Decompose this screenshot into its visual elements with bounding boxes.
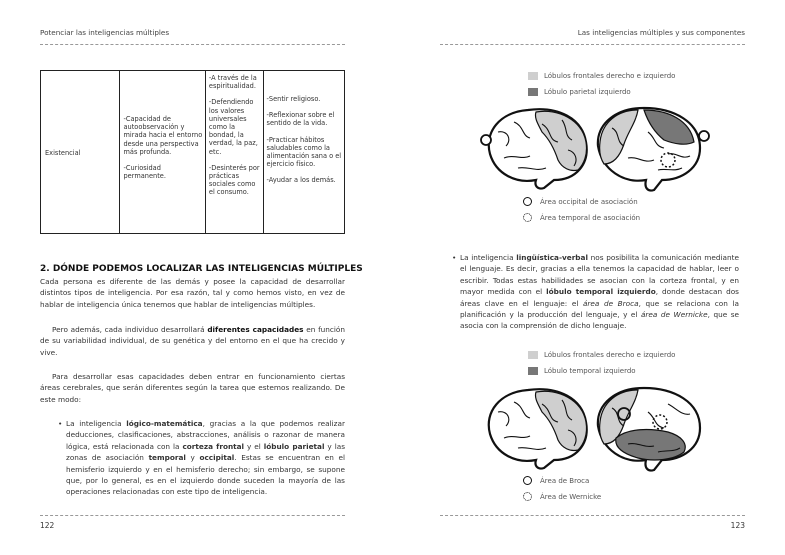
- legend-dark-region: [528, 88, 631, 96]
- dashed-circle-icon: [523, 213, 532, 222]
- page-number-left: 122: [40, 521, 55, 530]
- swatch-dark: [528, 367, 538, 375]
- table-item: -Capacidad de autoobservación y mirada hacia el entorno desde una perspectiva más profunda.: [123, 115, 203, 156]
- table-row-label: Existencial: [45, 149, 81, 157]
- left-page: [0, 0, 392, 555]
- table-item: -Sentir religioso.: [266, 95, 321, 103]
- running-head-left: Potenciar las inteligencias múltiples: [40, 28, 170, 37]
- legend-solid-circle: [523, 197, 638, 206]
- paragraph: Cada persona es diferente de las demás y posee la capacidad de desarrollar distintos tipos de inteligencia. Por esa razón, tal y como hemos visto, en vez de hablar de inteligencia única tenemos que hablar de inteligencias múltiples.: [40, 277, 345, 309]
- legend-dashed-circle: [523, 492, 601, 501]
- text-run: , que se relaciona con la planificación y la producción del lenguaje, y el: [460, 298, 739, 320]
- solid-circle-icon: [523, 476, 532, 485]
- italic-term: área de Wernicke: [640, 310, 708, 320]
- paragraph: [40, 324, 345, 358]
- text-run: y las zonas de asociación: [66, 441, 345, 463]
- brain-figure-linguistic: [478, 382, 713, 474]
- footer-rule: [40, 515, 345, 516]
- table-item: -Desinterés por prácticas sociales como el consumo.: [208, 163, 260, 197]
- header-rule: [440, 44, 745, 45]
- brain-right-view: [598, 388, 700, 471]
- italic-term: área de Broca: [582, 298, 639, 308]
- bold-term: lingüística-verbal: [516, 253, 588, 262]
- text-run: Pero además, cada individuo desarrollará: [52, 325, 208, 334]
- text-run: en función de su variabilidad individual, de su genética y del entorno en el que ha crecido y vive.: [40, 325, 346, 357]
- bold-term: lógico-matemática: [126, 419, 203, 428]
- table-item: -Practicar hábitos saludables como la alimentación sana o el ejercicio físico.: [266, 135, 342, 169]
- legend-label: Lóbulos frontales derecho e izquierdo: [544, 72, 676, 80]
- running-head-right: Las inteligencias múltiples y sus componentes: [577, 28, 745, 37]
- brain-left-view: [481, 109, 587, 188]
- bold-term: temporal: [148, 453, 186, 463]
- solid-circle-icon: [523, 197, 532, 206]
- bullet-logico-matematica: [58, 418, 345, 498]
- brain-right-view: [598, 108, 709, 191]
- swatch-light: [528, 351, 538, 359]
- table-cell-label: [41, 71, 120, 233]
- text-run: La inteligencia: [460, 253, 517, 262]
- bold-term: diferentes capacidades: [207, 325, 304, 334]
- table-cell-capacities: [120, 71, 205, 233]
- legend-label: Área temporal de asociación: [540, 213, 641, 222]
- legend-label: Lóbulos frontales derecho e izquierdo: [544, 351, 676, 359]
- swatch-light: [528, 72, 538, 80]
- footer-rule: [440, 515, 745, 516]
- table-cell-activities: [264, 71, 344, 233]
- legend-light-region: [528, 72, 675, 80]
- legend-label: Área occipital de asociación: [540, 197, 638, 206]
- bullet-dot: •: [452, 253, 457, 262]
- brain-left-view: [489, 389, 587, 468]
- legend-solid-circle: [523, 476, 589, 485]
- bold-term: lóbulo parietal: [263, 441, 325, 451]
- intelligence-table: [40, 70, 345, 234]
- brain-figure-logical: [478, 102, 713, 194]
- bullet-linguistica-verbal: [452, 252, 739, 332]
- table-item: -A través de la espiritualidad.: [208, 74, 257, 91]
- legend-light-region: [528, 351, 675, 359]
- paragraph: Para desarrollar esas capacidades deben entrar en funcionamiento ciertas áreas cerebrales, que serán diferentes según la tarea que estemos realizando. De este modo:: [40, 372, 345, 404]
- text-run: y: [185, 453, 200, 463]
- text-run: y el: [244, 441, 264, 451]
- bold-term: occipital: [199, 453, 235, 463]
- legend-dark-region: [528, 367, 636, 375]
- table-item: -Ayudar a los demás.: [266, 176, 336, 185]
- header-rule: [40, 44, 345, 45]
- text-run: La inteligencia: [66, 419, 127, 428]
- right-page: [393, 0, 785, 555]
- bullet-dot: •: [58, 419, 63, 428]
- bold-term: corteza frontal: [182, 441, 245, 451]
- text-run: , donde destacan dos áreas clave en el lenguaje: el: [460, 287, 739, 308]
- text-run: , gracias a la que podemos realizar deducciones, clasificaciones, abstracciones, análisis o razonar de manera lógica, está relacionada con la: [66, 419, 345, 451]
- legend-dashed-circle: [523, 213, 640, 222]
- legend-label: Lóbulo temporal izquierdo: [544, 367, 636, 375]
- legend-label: Área de Wernicke: [540, 492, 602, 501]
- text-run: nos posibilita la comunicación mediante el lenguaje. Es decir, gracias a ella tenemos la capacidad de hablar, leer o escribir. Todas estas habilidades se asocian con la corteza frontal, y en mayor medida con el: [460, 253, 739, 297]
- table-item: -Curiosidad permanente.: [123, 164, 166, 181]
- section-title: 2. DÓNDE PODEMOS LOCALIZAR LAS INTELIGENCIAS MÚLTIPLES: [40, 264, 363, 274]
- text-run: . Estas se encuentran en el hemisferio izquierdo y en el hemisferio derecho; sin embargo, se supone que, por lo general, es en el izquierdo donde suceden la mayoría de las operaciones relacionadas con este tipo de inteligencia.: [66, 453, 345, 497]
- bold-term: lóbulo temporal izquierdo: [546, 287, 656, 297]
- page-number-right: 123: [730, 521, 745, 530]
- legend-label: Lóbulo parietal izquierdo: [544, 88, 631, 96]
- text-run: , que se asocia con la comprensión de dicho lenguaje.: [460, 310, 739, 331]
- table-item: -Reflexionar sobre el sentido de la vida.: [266, 111, 335, 128]
- table-cell-expression: [206, 71, 264, 233]
- legend-label: Área de Broca: [540, 476, 590, 485]
- table-item: -Defendiendo los valores universales como la bondad, la verdad, la paz, etc.: [208, 98, 258, 156]
- swatch-dark: [528, 88, 538, 96]
- dashed-circle-icon: [523, 492, 532, 501]
